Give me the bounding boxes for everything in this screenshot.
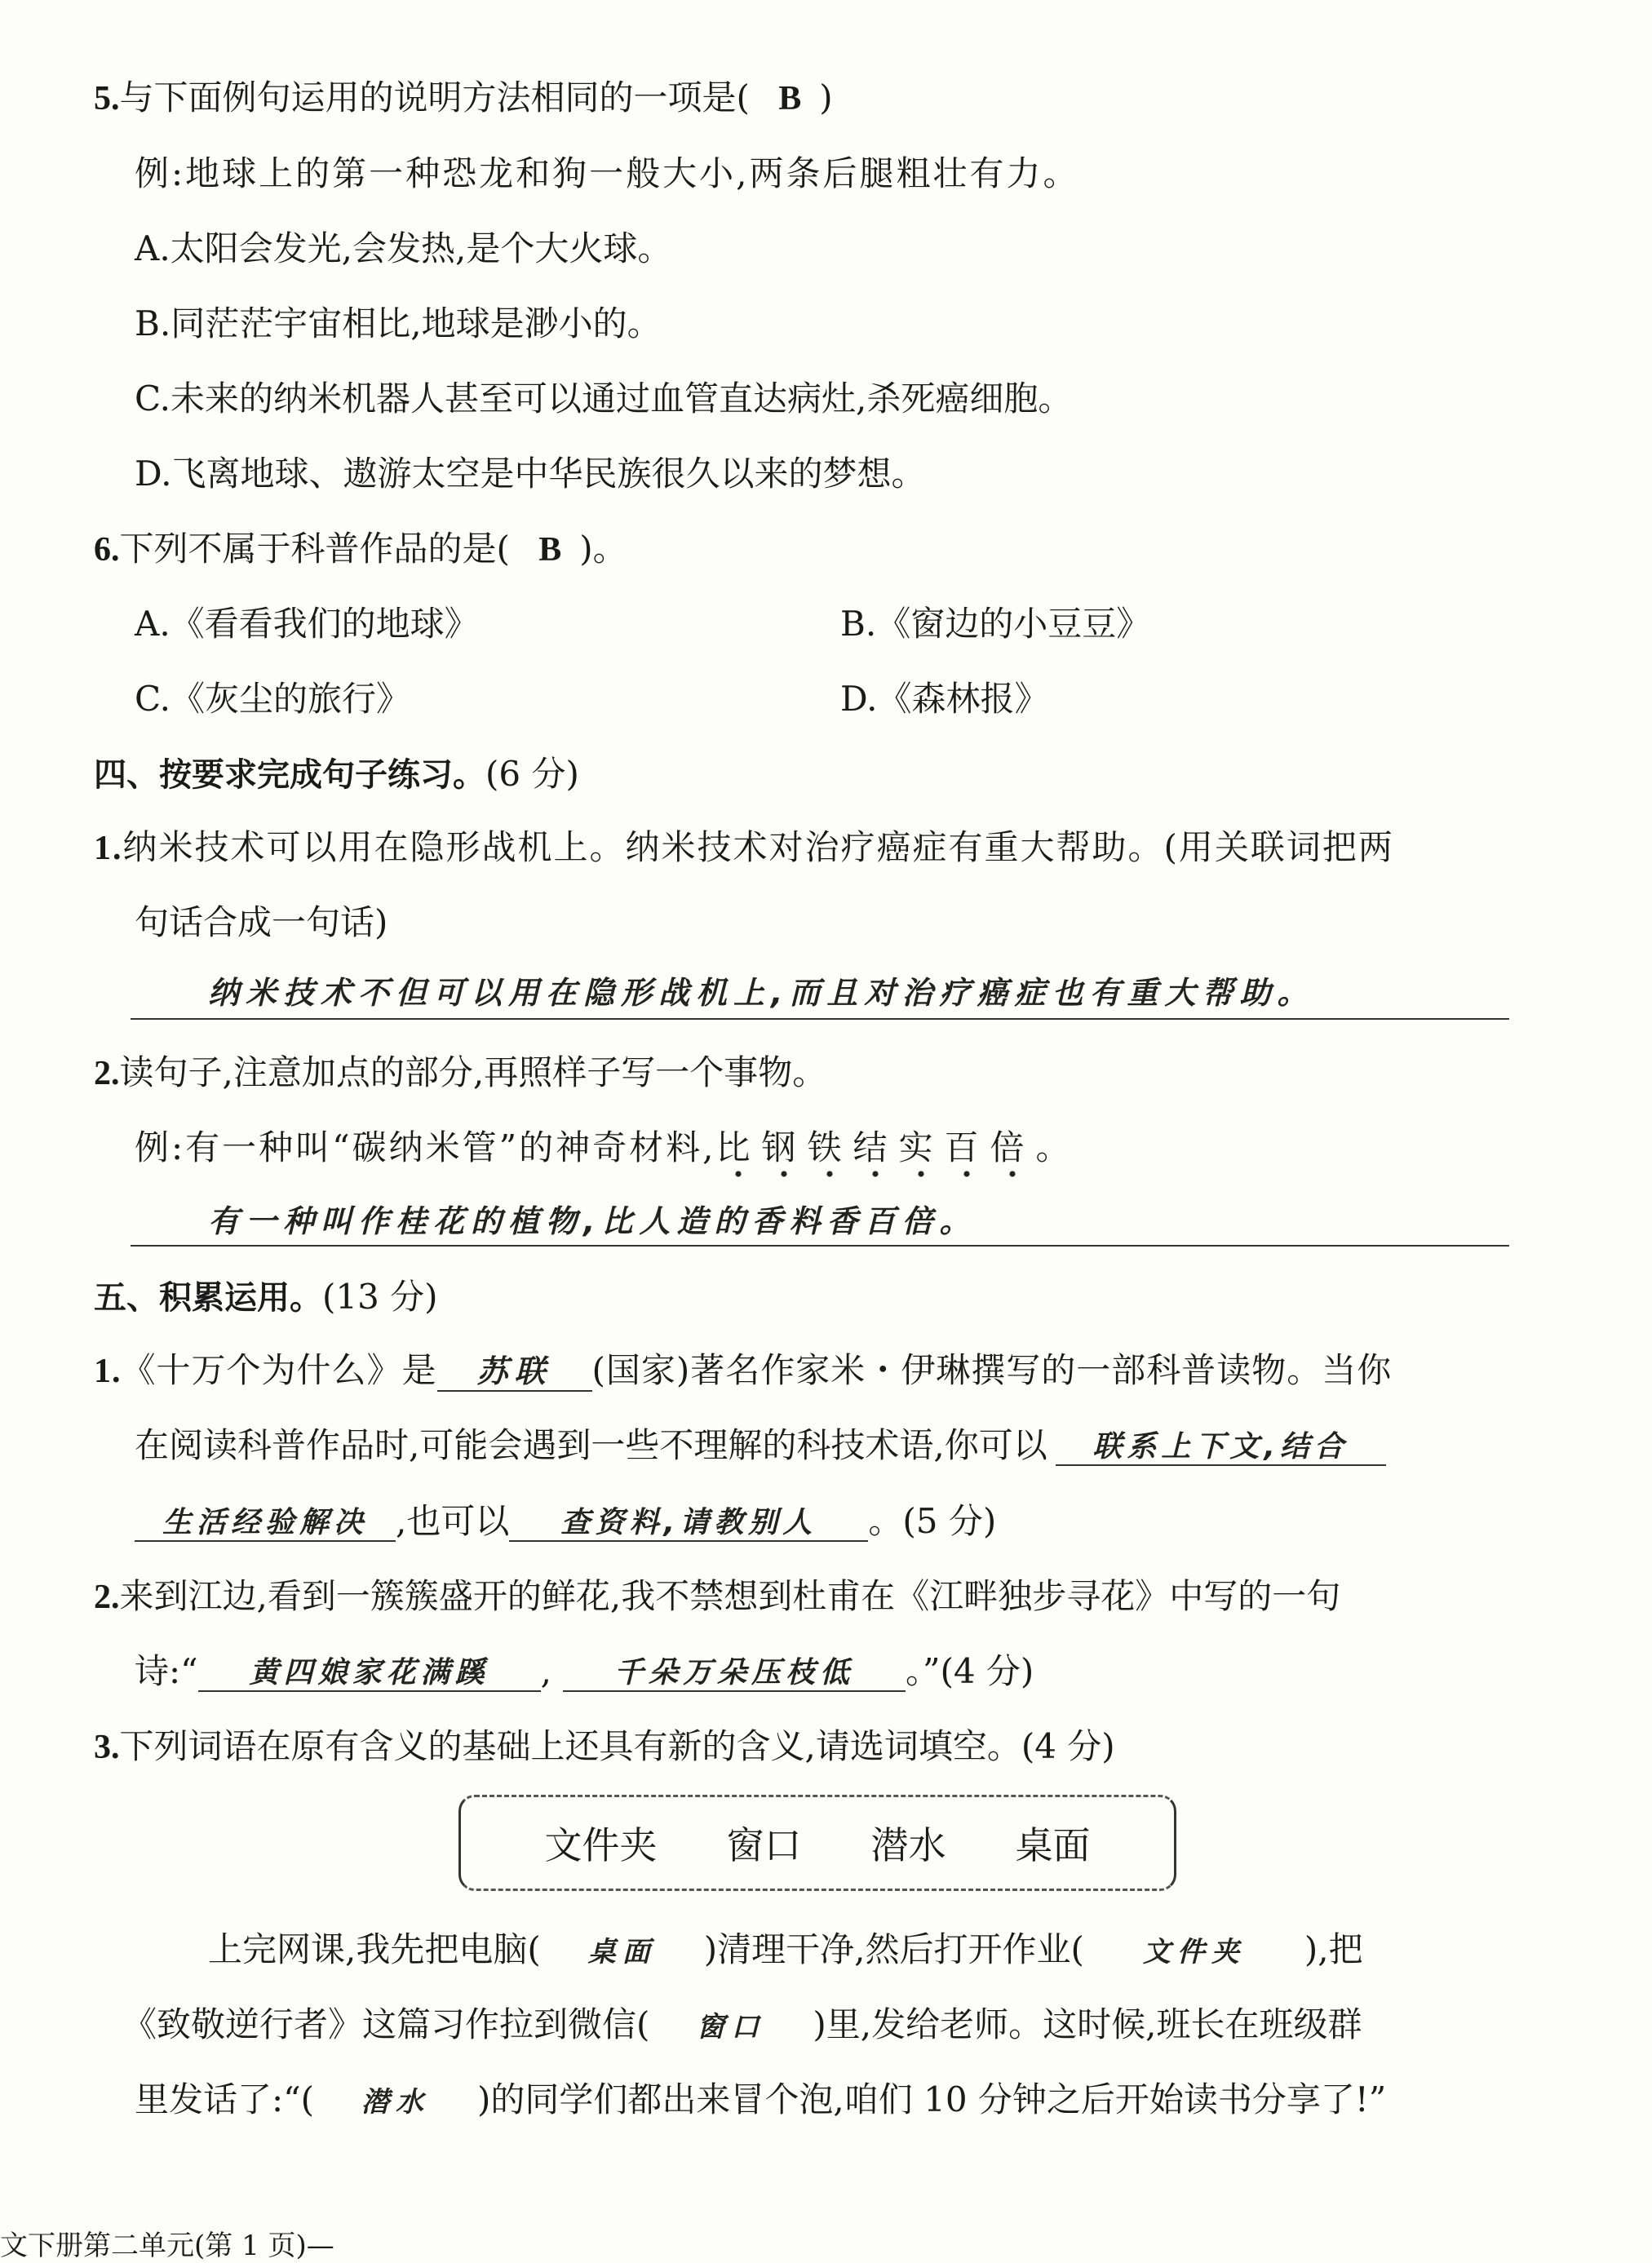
section4-heading: 四、按要求完成句子练习。(6 分) [94, 754, 579, 794]
word-bank-item: 窗口 [726, 1823, 802, 1867]
s5-q3-stem: 3.下列词语在原有含义的基础上还具有新的含义,请选词填空。(4 分) [94, 1726, 1115, 1766]
page-footer: 文下册第二单元(第 1 页)— [0, 2230, 334, 2262]
s5-q2-line2: 诗:“ 黄四娘家花满蹊 , 千朵万朵压枝低 。”(4 分) [135, 1651, 1034, 1691]
s5-q3-answer-desktop: 桌面 [587, 1936, 657, 1968]
s5-q1-line2: 在阅读科普作品时,可能会遇到一些不理解的科技术语,你可以 联系上下文,结合 [135, 1425, 1386, 1466]
q6-stem: 6.下列不属于科普作品的是( B )。 [94, 529, 627, 569]
word-bank-item: 潜水 [870, 1823, 946, 1867]
s5-q1-blank-method2: 查资料,请教别人 [509, 1505, 868, 1542]
q6-option-d: D.《森林报》 [840, 679, 1049, 719]
q5-option-b: B.同茫茫宇宙相比,地球是渺小的。 [135, 303, 662, 343]
s5-q2-line1: 2.来到江边,看到一簇簇盛开的鲜花,我不禁想到杜甫在《江畔独步寻花》中写的一句 [94, 1576, 1341, 1616]
s5-q3-answer-window: 窗口 [697, 2011, 766, 2044]
q5-stem: 5.与下面例句运用的说明方法相同的一项是( B ) [94, 78, 833, 117]
s5-q3-para-line3: 里发话了:“( 潜水 )的同学们都出来冒个泡,咱们 10 分钟之后开始读书分享了!” [135, 2079, 1387, 2119]
s5-q1-blank-country: 苏联 [437, 1353, 592, 1393]
s5-q3-answer-folder: 文件夹 [1142, 1936, 1246, 1968]
s4-q1-line1: 1.纳米技术可以用在隐形战机上。纳米技术对治疗癌症有重大帮助。(用关联词把两 [94, 827, 1394, 867]
q5-answer: B [778, 80, 802, 117]
s5-q2-blank-poem1: 黄四娘家花满蹊 [198, 1655, 541, 1692]
s5-q1-line1: 1.《十万个为什么》是 苏联 (国家)著名作家米・伊琳撰写的一部科普读物。当你 [94, 1350, 1392, 1392]
s4-q2-answer: 有一种叫作桂花的植物,比人造的香料香百倍。 [208, 1203, 977, 1239]
s4-q1-answer-line [131, 1018, 1509, 1020]
s4-q2-answer-line [131, 1245, 1509, 1247]
s5-q2-blank-poem2: 千朵万朵压枝低 [563, 1655, 906, 1692]
word-bank-item: 文件夹 [544, 1823, 658, 1867]
s4-q1-line2: 句话合成一句话) [135, 902, 388, 942]
q6-option-c: C.《灰尘的旅行》 [135, 679, 410, 719]
s4-q2-stem: 2.读句子,注意加点的部分,再照样子写一个事物。 [94, 1052, 827, 1092]
emphasis-dotted-text: 比钢铁结实百倍 [715, 1127, 1035, 1167]
s5-q1-blank-method1a: 联系上下文,结合 [1056, 1429, 1386, 1466]
word-bank-box [458, 1795, 1176, 1891]
s5-q3-para-line1: 上完网课,我先把电脑( 桌面 )清理干净,然后打开作业( 文件夹 ),把 [208, 1929, 1363, 1969]
word-bank-item: 桌面 [1015, 1823, 1091, 1867]
q5-option-c: C.未来的纳米机器人甚至可以通过血管直达病灶,杀死癌细胞。 [135, 379, 1073, 418]
s4-q2-example: 例:有一种叫“碳纳米管”的神奇材料,比钢铁结实百倍 。 [135, 1127, 1072, 1168]
q5-option-a: A.太阳会发光,会发热,是个大火球。 [135, 228, 672, 268]
q5-option-d: D.飞离地球、遨游太空是中华民族很久以来的梦想。 [135, 454, 926, 494]
s5-q3-para-line2: 《致敬逆行者》这篇习作拉到微信( 窗口 )里,发给老师。这时候,班长在班级群 [122, 2004, 1362, 2044]
s5-q1-line3: 生活经验解决 ,也可以 查资料,请教别人 。(5 分) [135, 1501, 996, 1542]
q6-option-a: A.《看看我们的地球》 [135, 604, 479, 644]
s4-q1-answer: 纳米技术不但可以用在隐形战机上,而且对治疗癌症也有重大帮助。 [208, 975, 1315, 1011]
q6-option-b: B.《窗边的小豆豆》 [840, 604, 1151, 644]
q6-answer: B [538, 531, 562, 569]
emphasis-dots [715, 1171, 1024, 1177]
section5-heading: 五、积累运用。(13 分) [94, 1277, 438, 1317]
s5-q1-blank-method1b: 生活经验解决 [135, 1505, 396, 1542]
q5-example: 例:地球上的第一种恐龙和狗一般大小,两条后腿粗壮有力。 [135, 153, 1080, 193]
s5-q3-answer-dive: 潜水 [361, 2086, 431, 2119]
